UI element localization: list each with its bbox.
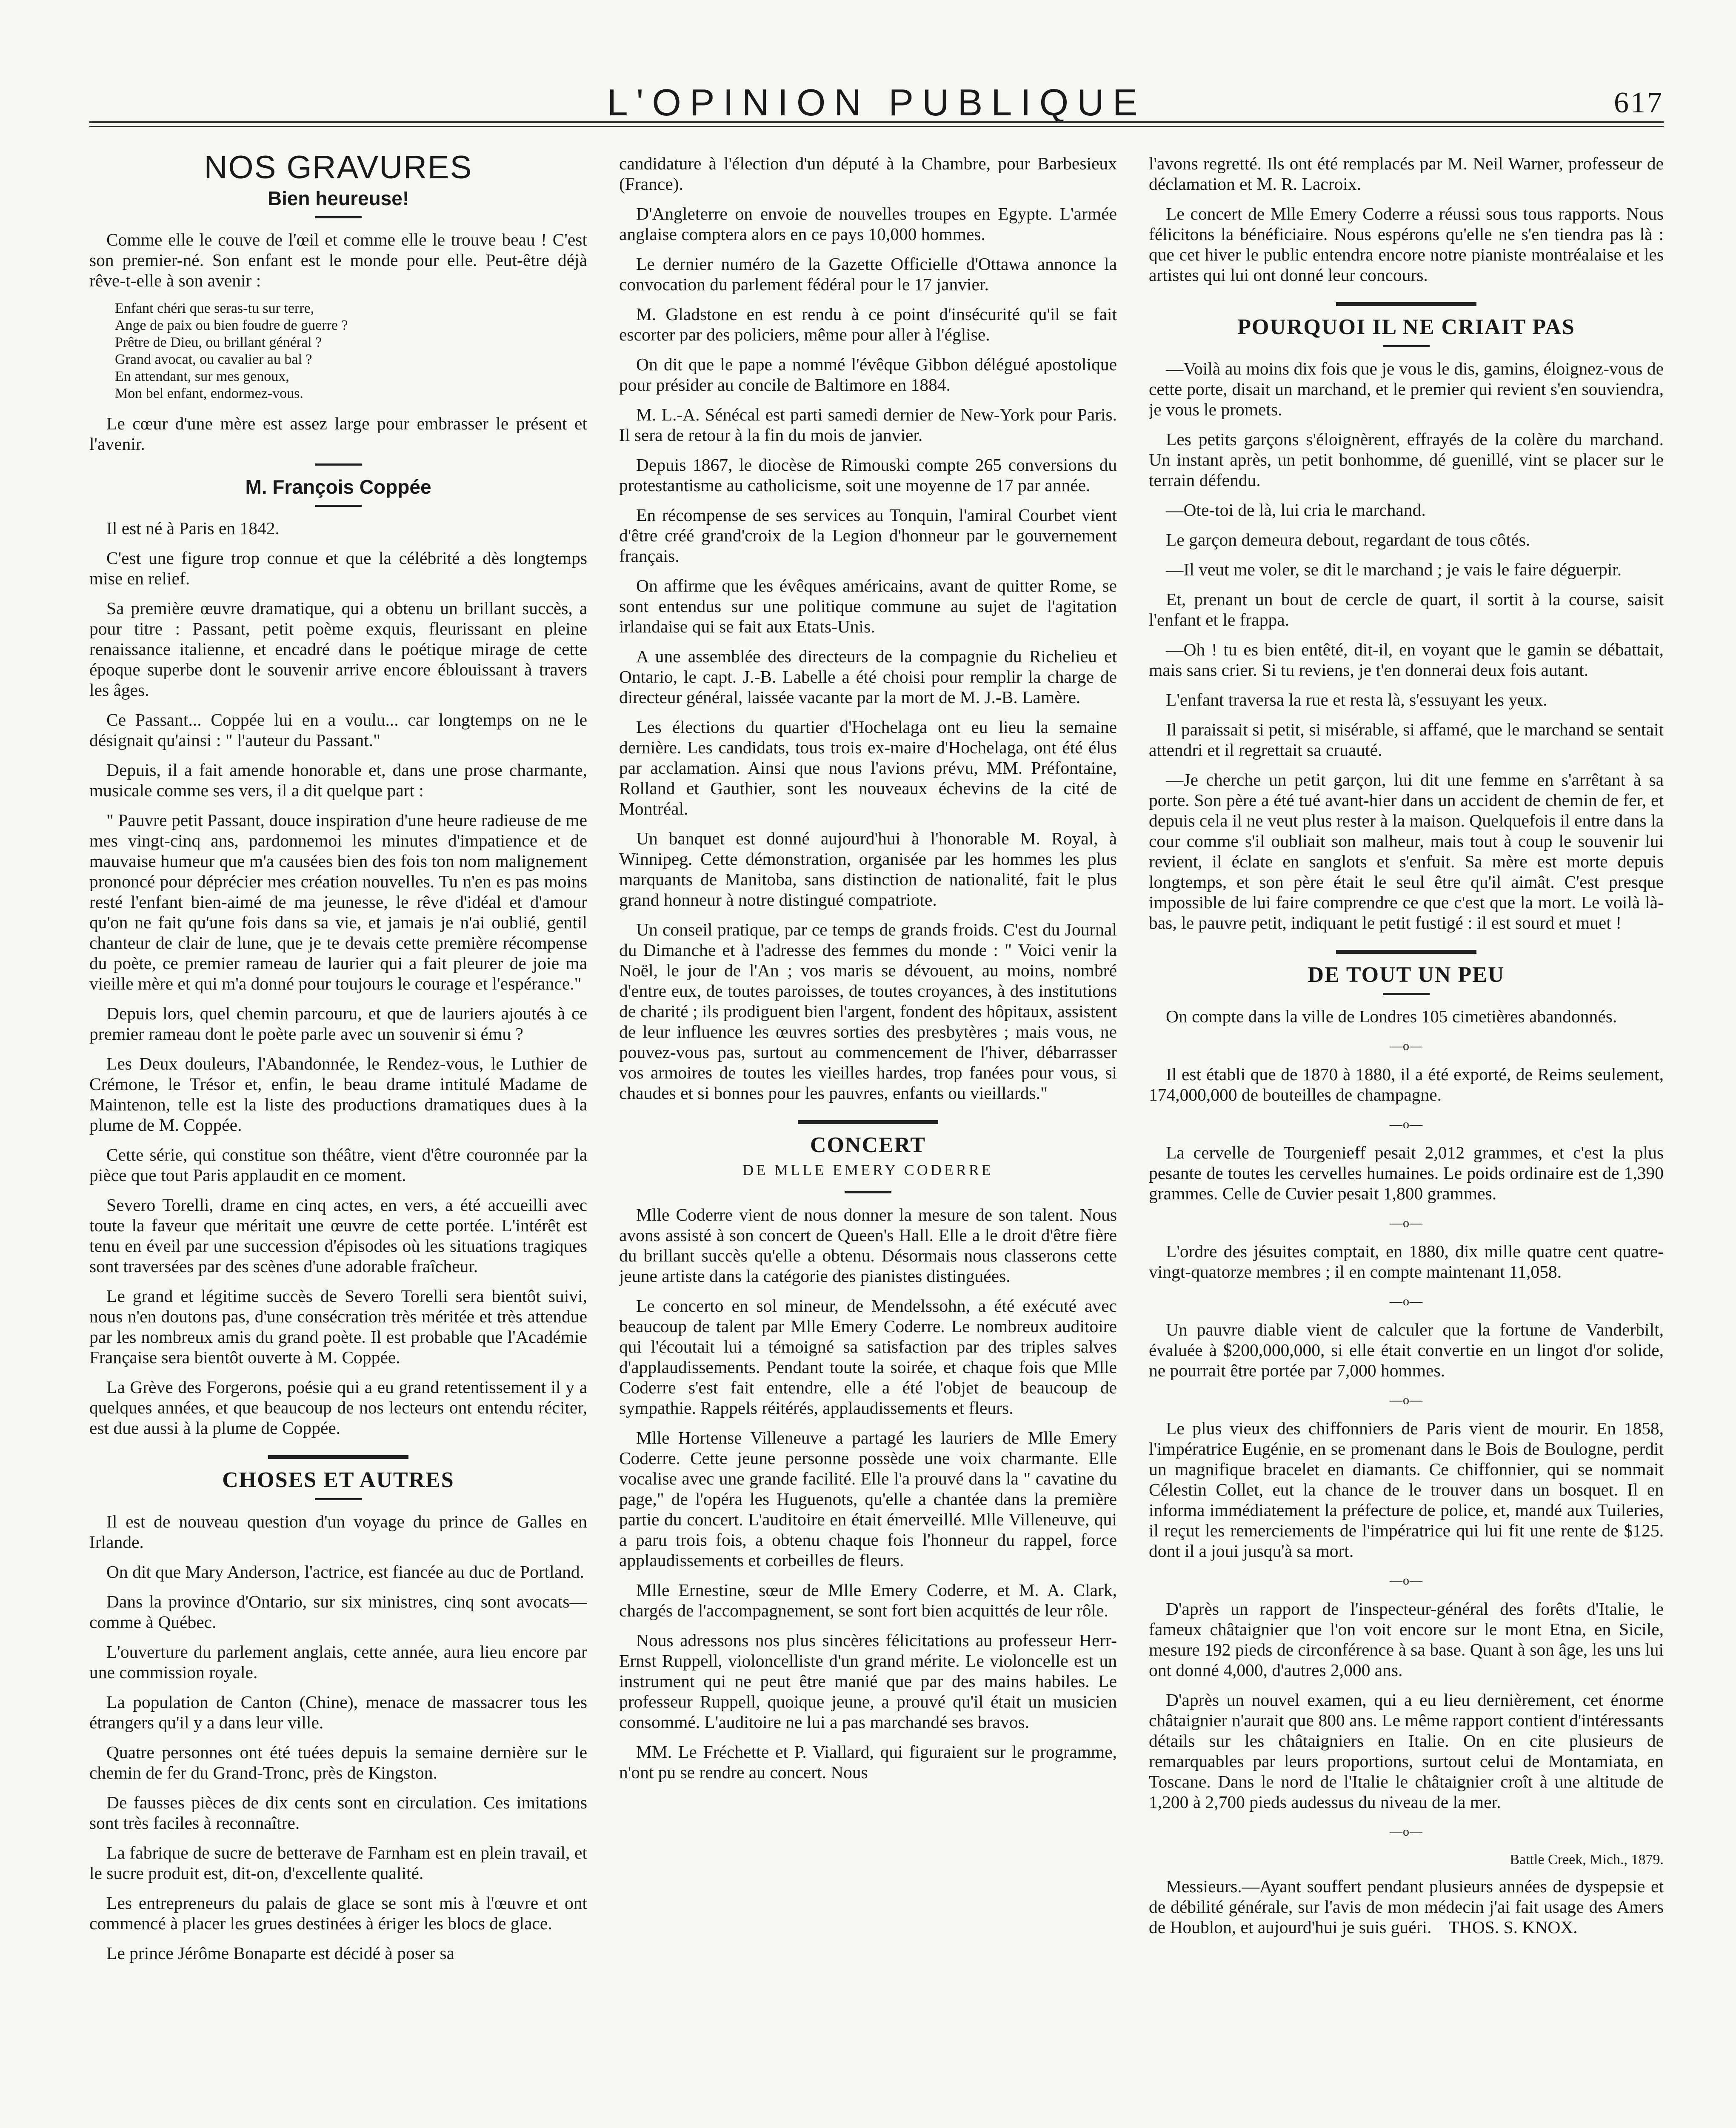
news-item: Quatre personnes ont été tuées depuis la semaine dernière sur le chemin de fer du Grand-Tronc, près de Kingston. — [89, 1742, 587, 1782]
story-paragraph: —Je cherche un petit garçon, lui dit une femme en s'arrêtant à sa porte. Son père a été tué avant-hier dans un accident de chemin de fer, et depuis cela il ne veut plus rester à la maison. Quelquefois il entre dans la cour comme s'il oubliait son malheur, mais tout à coup le souvenir lui revient, il éclate en sanglots et s'enfuit. Sa mère est morte depuis longtemps, et son père était le seul être qu'il aimât. C'est presque impossible de lui faire comprendre ce que c'est que la mort. Le voilà là-bas, le pauvre petit, indiquant le petit fustigé : il est sourd et muet ! — [1149, 770, 1664, 932]
poem-line: En attendant, sur mes genoux, — [115, 369, 289, 384]
section-rule — [1336, 302, 1476, 306]
section-subtitle-concert: DE MLLE EMERY CODERRE — [742, 1161, 994, 1178]
article-paragraph: Les Deux douleurs, l'Abandonnée, le Rendez-vous, le Luthier de Crémone, le Trésor et, enfin, le beau drame intitulé Madame de Maintenon, telle est la liste des productions dramatiques dues à la plume de M. Coppée. — [89, 1054, 587, 1135]
dateline: Battle Creek, Mich., 1879. — [1510, 1852, 1664, 1868]
article-paragraph: Mlle Ernestine, sœur de Mlle Emery Coderre, et M. A. Clark, chargés de l'accompagnement, se sont fort bien acquittés de leur rôle. — [619, 1580, 1117, 1620]
news-item: Les élections du quartier d'Hochelaga ont eu lieu la semaine dernière. Les candidats, tous trois ex-maire d'Hochelaga, ont été élus par acclamation. Ainsi que nous l'avions prévu, MM. Préfontaine, Rolland et Gauthier, sont les nouveaux échevins de la cité de Montréal. — [619, 717, 1117, 818]
poem-block — [115, 300, 587, 402]
section-title-pourquoi: POURQUOI IL NE CRIAIT PAS — [1237, 315, 1575, 339]
news-item: La fabrique de sucre de betterave de Farnham est en plein travail, et le sucre produit est, dit-on, d'excellente qualité. — [89, 1843, 587, 1883]
testimonial-text: Messieurs.—Ayant souffert pendant plusieurs années de dyspepsie et de débilité générale, sur l'avis de mon médecin j'ai fait usage des Amers de Houblon, et aujourd'hui je suis guéri. — [1149, 1876, 1664, 1937]
news-item: Il est établi que de 1870 à 1880, il a été exporté, de Reims seulement, 174,000,000 de bouteilles de champagne. — [1149, 1064, 1664, 1104]
news-item: M. Gladstone en est rendu à ce point d'insécurité qu'il se fait escorter par des policiers, même pour aller à l'église. — [619, 304, 1117, 344]
news-item: M. L.-A. Sénécal est parti samedi dernier de New-York pour Paris. Il sera de retour à la fin du mois de janvier. — [619, 405, 1117, 445]
article-paragraph: Il est né à Paris en 1842. — [106, 518, 280, 538]
section-rule — [1336, 950, 1476, 954]
article-title-bien-heureuse: Bien heureuse! — [267, 187, 409, 209]
item-separator: —o— — [1390, 1825, 1423, 1839]
item-separator: —o— — [1390, 1039, 1423, 1053]
story-paragraph: Il paraissait si petit, si misérable, si affamé, que le marchand se sentait attendri et il regrettait sa cruauté. — [1149, 720, 1664, 760]
news-item: On compte dans la ville de Londres 105 cimetières abandonnés. — [1166, 1007, 1617, 1026]
short-rule — [315, 463, 362, 466]
news-item: L'ouverture du parlement anglais, cette année, aura lieu encore par une commission royale. — [89, 1642, 587, 1682]
news-item: De fausses pièces de dix cents sont en circulation. Ces imitations sont très faciles à reconnaître. — [89, 1793, 587, 1833]
story-paragraph: Le garçon demeura debout, regardant de tous côtés. — [1166, 530, 1530, 549]
article-paragraph: " Pauvre petit Passant, douce inspiration d'une heure radieuse de me mes vingt-cinq ans, pardonnemoi les minutes d'impatience et de mauvaise humeur que m'a causées bien des fois ton nom malignement prononcé pour déprécier mes création nouvelles. Tu n'en es pas moins resté l'enfant bien-aimé de ma jeunesse, le rêve d'idéal et d'amour qu'on ne fait qu'une fois dans sa vie, et jamais je n'ai oublié, gentil chanteur de clair de lune, que je te devais cette première récompense du poète, ce premier rameau de laurier qui a fait pleurer de joie ma vieille mère et qui m'a donné pour toujours le courage et l'espérance." — [89, 810, 587, 993]
item-separator: —o— — [1390, 1294, 1423, 1308]
news-item: Les entrepreneurs du palais de glace se sont mis à l'œuvre et ont commencé à placer les grues destinées à ériger les blocs de glace. — [89, 1893, 587, 1933]
section-rule — [268, 1455, 408, 1459]
short-rule — [845, 1191, 891, 1193]
story-paragraph: —Voilà au moins dix fois que je vous le dis, gamins, éloignez-vous de cette porte, disait un marchand, et le premier qui revient s'en souviendra, je vous le promets. — [1149, 359, 1664, 419]
poem-line: Ange de paix ou bien foudre de guerre ? — [115, 317, 348, 333]
poem-line: Grand avocat, ou cavalier au bal ? — [115, 352, 312, 367]
masthead — [89, 72, 1664, 123]
news-item: Un pauvre diable vient de calculer que la fortune de Vanderbilt, évaluée à $200,000,000, si elle était convertie en un lingot d'or solide, ne pourrait être portée par 7,000 hommes. — [1149, 1320, 1664, 1380]
news-item: Le prince Jérôme Bonaparte est décidé à poser sa — [106, 1943, 455, 1963]
news-item: D'après un rapport de l'inspecteur-général des forêts d'Italie, le fameux châtaignier que l'on voit encore sur le mont Etna, en Sicile, mesure 192 pieds de circonférence à sa base. Quant à son âge, les uns lui ont donné 4,000, d'autres 2,000 ans. — [1149, 1599, 1664, 1680]
news-item: L'ordre des jésuites comptait, en 1880, dix mille quatre cent quatre-vingt-quatorze membres ; il en compte maintenant 11,058. — [1149, 1241, 1664, 1281]
news-item: A une assemblée des directeurs de la compagnie du Richelieu et Ontario, le capt. J.-B. Labelle a été choisi pour remplir la charge de directeur général, laissée vacante par la mort de M. J.-B. Lamère. — [619, 646, 1117, 707]
article-paragraph: Sa première œuvre dramatique, qui a obtenu un brillant succès, a pour titre : Passant, petit poème exquis, fleurissant en pleine renaissance italienne, et encadré dans le poétique mirage de cette époque superbe dont le souvenir arrive encore éblouissant à travers les âges. — [89, 598, 587, 700]
article-paragraph: Le concert de Mlle Emery Coderre a réussi sous tous rapports. Nous félicitons la bénéficiaire. Nous espérons qu'elle ne s'en tiendra pas là : que cet hiver le public entendra encore notre pianiste montréalaise et les artistes qui lui ont donné leur concours. — [1149, 204, 1664, 285]
news-item: La cervelle de Tourgenieff pesait 2,012 grammes, et c'est la plus pesante de toutes les cervelles humaines. Le poids ordinaire est de 1,390 grammes. Celle de Cuvier pesait 1,800 grammes. — [1149, 1143, 1664, 1203]
story-paragraph: —Ote-toi de là, lui cria le marchand. — [1166, 500, 1426, 520]
page-number: 617 — [1614, 86, 1664, 119]
news-item: Le plus vieux des chiffonniers de Paris vient de mourir. En 1858, l'impératrice Eugénie, en se promenant dans le Bois de Boulogne, perdit un magnifique bracelet en diamants. Ce chiffonnier, qui se nommait Célestin Collet, eut la chance de le trouver dans un bosquet. Il en informa immédiatement la préfecture de police, et, mandé aux Tuileries, il reçut les remerciements de l'impératrice qui lui fit une rente de $125. dont il a joui jusqu'à sa mort. — [1149, 1419, 1664, 1561]
testimonial-paragraph — [1149, 1876, 1664, 1937]
article-paragraph: Le concerto en sol mineur, de Mendelssohn, a été exécuté avec beaucoup de talent par Mlle Emery Coderre. Le nombreux auditoire qui l'écoutait lui a témoigné sa satisfaction par des triples salves d'applaudissements. Pendant toute la soirée, et chaque fois que Mlle Coderre s'est fait entendre, elle a été l'objet de beaucoup de sympathie. Rappels réitérés, applaudissements et fleurs. — [619, 1296, 1117, 1418]
testimonial-author: THOS. S. KNOX. — [1448, 1917, 1578, 1937]
short-rule — [315, 505, 362, 507]
short-rule — [315, 216, 362, 218]
news-item: La population de Canton (Chine), menace de massacrer tous les étrangers qu'il y a dans leur ville. — [89, 1692, 587, 1732]
article-paragraph: Le cœur d'une mère est assez large pour embrasser le présent et l'avenir. — [89, 414, 587, 454]
article-paragraph: Mlle Coderre vient de nous donner la mesure de son talent. Nous avons assisté à son concert de Queen's Hall. Elle a le droit d'être fière du brillant succès qu'elle a obtenu. Désormais nous classerons cette jeune artiste dans la catégorie des pianistes distinguées. — [619, 1205, 1117, 1286]
column-1 — [89, 153, 587, 2128]
short-rule — [1383, 993, 1430, 995]
article-paragraph: La Grève des Forgerons, poésie qui a eu grand retentissement il y a quelques années, et que beaucoup de nos lecteurs ont entendu réciter, est due aussi à la plume de Coppée. — [89, 1377, 587, 1438]
section-title-choses-et-autres: CHOSES ET AUTRES — [222, 1468, 454, 1492]
article-paragraph: C'est une figure trop connue et que la célébrité a dès longtemps mise en relief. — [89, 548, 587, 588]
masthead-rule-top — [89, 121, 1664, 123]
article-paragraph: Severo Torelli, drame en cinq actes, en vers, a été accueilli avec toute la faveur que méritait une œuvre de cette portée. L'intérêt est tenu en éveil par une succession d'épisodes où les situations tragiques sont traversées par des scènes d'une adorable fraîcheur. — [89, 1195, 587, 1276]
news-item: Il est de nouveau question d'un voyage du prince de Galles en Irlande. — [89, 1512, 587, 1552]
news-item: En récompense de ses services au Tonquin, l'amiral Courbet vient d'être créé grand'croix de la Legion d'honneur par le gouvernement français. — [619, 505, 1117, 566]
column-3 — [1149, 153, 1664, 2128]
news-item: On dit que le pape a nommé l'évêque Gibbon délégué apostolique pour présider au concile de Baltimore en 1884. — [619, 355, 1117, 395]
news-item: Dans la province d'Ontario, sur six ministres, cinq sont avocats—comme à Québec. — [89, 1592, 587, 1632]
news-item: candidature à l'élection d'un député à la Chambre, pour Barbesieux (France). — [619, 154, 1117, 194]
article-title-francois-coppee: M. François Coppée — [245, 476, 431, 498]
article-paragraph: Comme elle le couve de l'œil et comme elle le trouve beau ! C'est son premier-né. Son enfant est le monde pour elle. Peut-être déjà rêve-t-elle à son avenir : — [89, 230, 587, 290]
poem-line: Mon bel enfant, endormez-vous. — [115, 386, 303, 401]
article-paragraph: l'avons regretté. Ils ont été remplacés par M. Neil Warner, professeur de déclamation et M. R. Lacroix. — [1149, 154, 1664, 194]
item-separator: —o— — [1390, 1117, 1423, 1131]
news-item: On affirme que les évêques américains, avant de quitter Rome, se sont entendus sur une politique commune au sujet de l'agitation irlandaise qui se fait aux Etats-Unis. — [619, 576, 1117, 636]
short-rule — [315, 1498, 362, 1500]
article-paragraph: MM. Le Fréchette et P. Viallard, qui figuraient sur le programme, n'ont pu se rendre au concert. Nous — [619, 1742, 1117, 1782]
article-paragraph: Le grand et légitime succès de Severo Torelli sera bientôt suivi, nous n'en doutons pas, d'une consécration très méritée et très attendue par les nombreux amis du grand poète. Il est probable que l'Académie Française sera bientôt ouverte à M. Coppée. — [89, 1286, 587, 1367]
article-paragraph: Mlle Hortense Villeneuve a partagé les lauriers de Mlle Emery Coderre. Cette jeune personne possède une voix charmante. Elle vocalise avec une grande facilité. Elle l'a prouvé dans la " cavatine du page," de l'opéra les Huguenots, qu'elle a chantée dans la première partie du concert. L'auditoire en était émerveillé. Mlle Villeneuve, qui a paru trois fois, a obtenu chaque fois l'honneur du rappel, force applaudissements et corbeilles de fleurs. — [619, 1428, 1117, 1570]
short-rule — [1383, 345, 1430, 347]
section-rule — [798, 1120, 938, 1124]
story-paragraph: —Oh ! tu es bien entêté, dit-il, en voyant que le gamin se débattait, mais sans crier. Si tu reviens, je t'en donnerai deux fois autant. — [1149, 640, 1664, 680]
section-title-concert: CONCERT — [810, 1133, 926, 1157]
section-title-nos-gravures: NOS GRAVURES — [204, 153, 473, 186]
story-paragraph: L'enfant traversa la rue et resta là, s'essuyant les yeux. — [1166, 690, 1548, 709]
news-item: D'après un nouvel examen, qui a eu lieu dernièrement, cet énorme châtaignier n'aurait que 800 ans. Le même rapport contient d'intéressants détails sur les châtaigniers en Italie. On en cite plusieurs de remarquables par leurs proportions, surtout celui de Montamiata, en Toscane. Dans le nord de l'Italie le châtaignier croît à une altitude de 1,200 à 2,700 pieds audessus du niveau de la mer. — [1149, 1690, 1664, 1812]
section-title-de-tout-un-peu: DE TOUT UN PEU — [1308, 963, 1505, 987]
newspaper-title: L'OPINION PUBLIQUE — [607, 81, 1146, 123]
masthead-rule-bottom — [89, 126, 1664, 127]
poem-line: Enfant chéri que seras-tu sur terre, — [115, 300, 314, 316]
article-paragraph: Nous adressons nos plus sincères félicitations au professeur Herr-Ernst Ruppell, violoncelliste d'un grand mérite. Le violoncelle est un instrument qui ne peut être manié que par des mains habiles. Le professeur Ruppell, quoique jeune, a prouvé qu'il était un musicien consommé. L'auditoire ne lui a pas marchandé ses bravos. — [619, 1630, 1117, 1732]
item-separator: —o— — [1390, 1216, 1423, 1230]
column-2 — [619, 153, 1117, 2128]
news-item: Un conseil pratique, par ce temps de grands froids. C'est du Journal du Dimanche et à l'adresse des femmes du monde : " Voici venir la Noël, le jour de l'An ; vos maris se dévouent, au moins, nombré d'entre eux, de toutes paroisses, de toutes croyances, à des institutions de charité ; ils prodiguent bien l'argent, fondent des hôpitaux, assistent de leur influence les œuvres sorties des presbytères ; mais vous, ne pouvez-vous pas, surtout au commencement de l'hiver, débarrasser vos armoires de toutes les vieilles hardes, trop fanées pour vous, si chaudes et si bonnes pour les pauvres, enfants ou vieillards." — [619, 920, 1117, 1103]
article-paragraph: Depuis, il a fait amende honorable et, dans une prose charmante, musicale comme ses vers, il a dit quelque part : — [89, 760, 587, 800]
story-paragraph: Et, prenant un bout de cercle de quart, il sortit à la course, saisit l'enfant et le frappa. — [1149, 589, 1664, 629]
news-item: Depuis 1867, le diocèse de Rimouski compte 265 conversions du protestantisme au catholicisme, soit une moyenne de 17 par année. — [619, 455, 1117, 495]
news-item: On dit que Mary Anderson, l'actrice, est fiancée au duc de Portland. — [106, 1562, 584, 1582]
item-separator: —o— — [1390, 1393, 1423, 1407]
story-paragraph: —Il veut me voler, se dit le marchand ; je vais le faire déguerpir. — [1166, 560, 1622, 579]
news-item: D'Angleterre on envoie de nouvelles troupes en Egypte. L'armée anglaise comptera alors en ce pays 10,000 hommes. — [619, 204, 1117, 244]
article-paragraph: Cette série, qui constitue son théâtre, vient d'être couronnée par la pièce que tout Paris applaudit en ce moment. — [89, 1145, 587, 1185]
poem-line: Prêtre de Dieu, ou brillant général ? — [115, 335, 322, 350]
news-item: Le dernier numéro de la Gazette Officielle d'Ottawa annonce la convocation du parlement fédéral pour le 17 janvier. — [619, 254, 1117, 294]
story-paragraph: Les petits garçons s'éloignèrent, effrayés de la colère du marchand. Un instant après, un petit bonhomme, dé guenillé, vint se placer sur le terrain défendu. — [1149, 429, 1664, 490]
article-paragraph: Ce Passant... Coppée lui en a voulu... car longtemps on ne le désignait qu'ainsi : " l'auteur du Passant." — [89, 710, 587, 750]
item-separator: —o— — [1390, 1573, 1423, 1587]
article-paragraph: Depuis lors, quel chemin parcouru, et que de lauriers ajoutés à ce premier rameau dont le poète parle avec un souvenir si ému ? — [89, 1004, 587, 1044]
news-item: Un banquet est donné aujourd'hui à l'honorable M. Royal, à Winnipeg. Cette démonstration, organisée par les hommes les plus marquants de Manitoba, sans distinction de nationalité, fait le plus grand honneur à notre distingué compatriote. — [619, 829, 1117, 910]
